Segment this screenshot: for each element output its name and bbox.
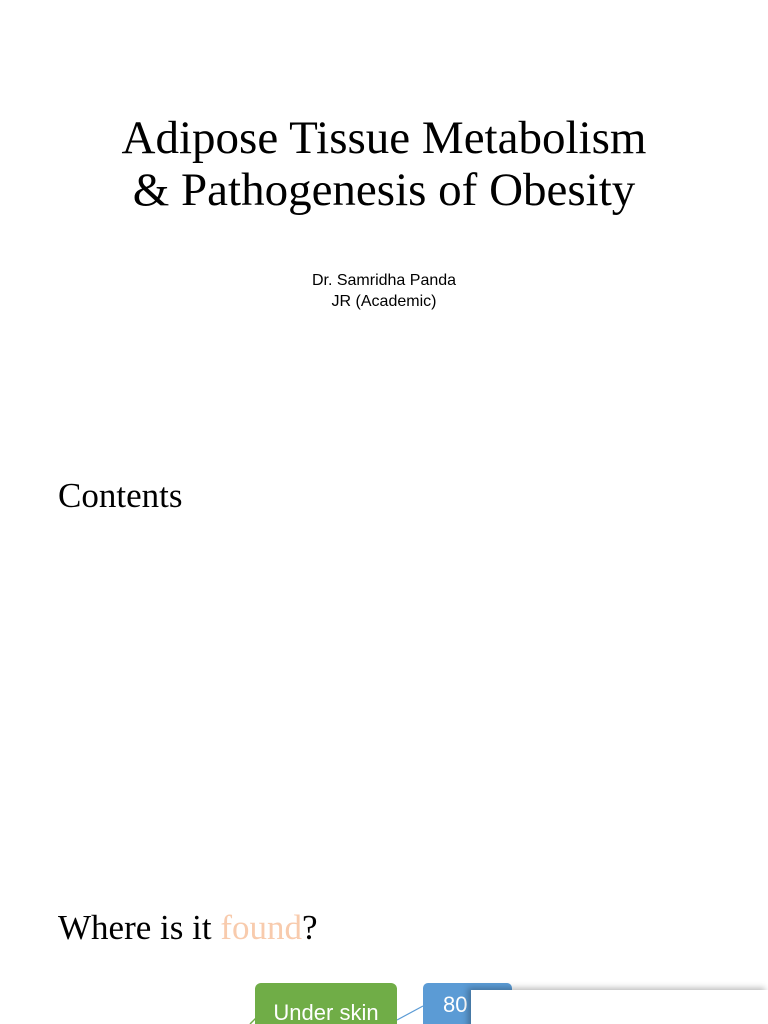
under-skin-box: Under skin: [255, 983, 397, 1024]
title-slide: [0, 0, 768, 440]
where-found-slide: [0, 870, 768, 1024]
author-name: Dr. Samridha Panda: [311, 272, 457, 289]
presentation-title: [0, 112, 768, 216]
heading-accent-word: found: [220, 908, 302, 947]
connector-green-blue: [397, 1006, 423, 1020]
author-role: JR (Academic): [331, 293, 437, 310]
contents-heading: Contents: [58, 476, 183, 515]
location-diagram: [0, 870, 768, 1024]
author-block: [0, 270, 768, 312]
heading-suffix: ?: [301, 908, 318, 947]
overlapping-card: [471, 990, 768, 1024]
heading-prefix: Where is it: [58, 908, 221, 947]
contents-slide: [0, 440, 768, 870]
percent-box: 80: [423, 983, 512, 1024]
title-line-2: & Pathogenesis of Obesity: [132, 164, 636, 216]
title-line-1: Adipose Tissue Metabolism: [121, 112, 647, 164]
